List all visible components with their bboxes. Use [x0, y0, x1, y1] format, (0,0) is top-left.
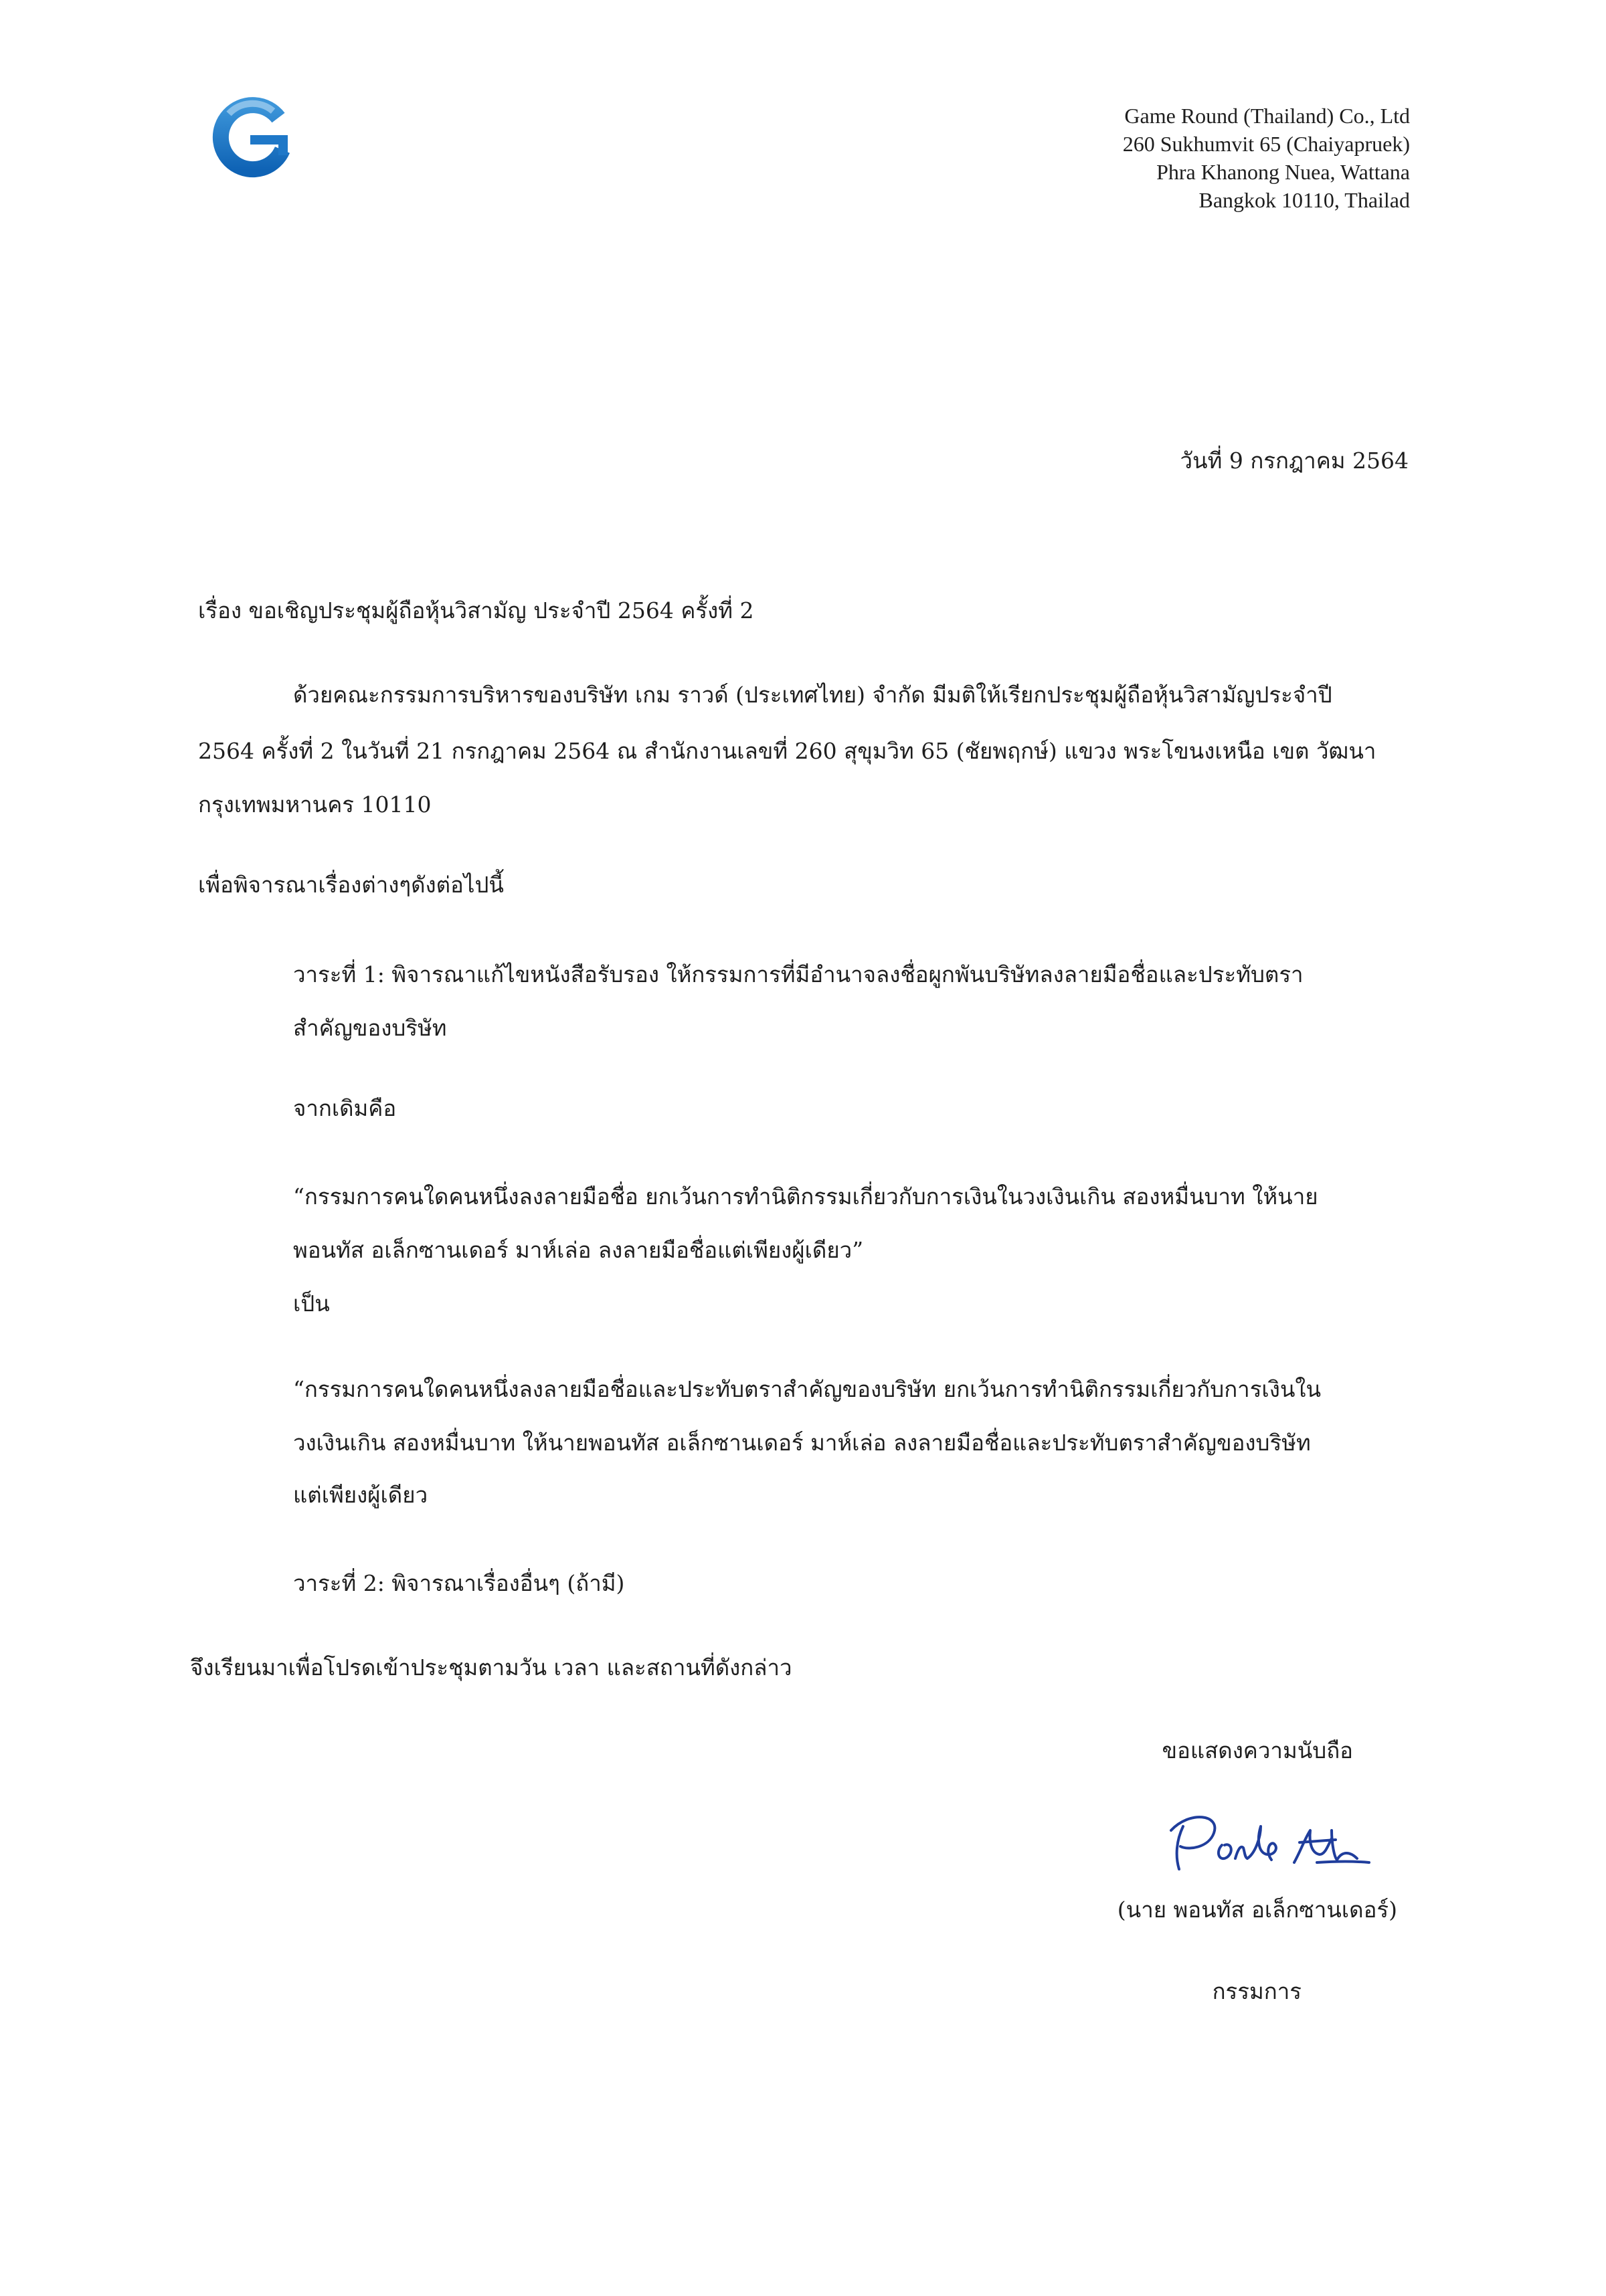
signature [1156, 1804, 1370, 1877]
letter-subject: เรื่อง ขอเชิญประชุมผู้ถือหุ้นวิสามัญ ประจำปี 2564 ครั้งที่ 2 [198, 597, 754, 624]
quote-2-line: วงเงินเกิน สองหมื่นบาท ให้นายพอนทัส อเล็กซานเดอร์ มาห์เล่อ ลงลายมือชื่อและประทับตราสำคัญของบริษัท [293, 1430, 1311, 1456]
agenda-1-line: วาระที่ 1: พิจารณาแก้ไขหนังสือรับรอง ให้กรรมการที่มีอำนาจลงชื่อผูกพันบริษัทลงลายมือชื่อและประทับตรา [293, 961, 1304, 987]
intro-line: กรุงเทพมหานคร 10110 [198, 791, 432, 818]
address-line: 260 Sukhumvit 65 (Chaiyapruek) [1122, 132, 1410, 156]
agenda-2: วาระที่ 2: พิจารณาเรื่องอื่นๆ (ถ้ามี) [293, 1570, 625, 1596]
quote-2-line: “กรรมการคนใดคนหนึ่งลงลายมือชื่อและประทับตราสำคัญของบริษัท ยกเว้นการทำนิติกรรมเกี่ยวกับการเงินใน [293, 1376, 1322, 1402]
signature-underline [1317, 1862, 1369, 1863]
intro-line: ด้วยคณะกรรมการบริหารของบริษัท เกม ราวด์ (ประเทศไทย) จำกัด มีมติให้เรียกประชุมผู้ถือหุ้นวิสามัญประจำปี [293, 682, 1332, 708]
intro-line: 2564 ครั้งที่ 2 ในวันที่ 21 กรกฎาคม 2564 ณ สำนักงานเลขที่ 260 สุขุมวิท 65 (ชัยพฤกษ์) แขวง พระโขนงเหนือ เขต วัฒนา [198, 738, 1376, 764]
logo-g-bar [250, 135, 288, 155]
quote-1-line: “กรรมการคนใดคนหนึ่งลงลายมือชื่อ ยกเว้นการทำนิติกรรมเกี่ยวกับการเงินในวงเงินเกิน สองหมื่นบาท ให้นาย [293, 1183, 1318, 1210]
regards: ขอแสดงความนับถือ [1162, 1737, 1353, 1763]
quote-2-line: แต่เพียงผู้เดียว [293, 1482, 428, 1508]
from-label: จากเดิมคือ [293, 1095, 397, 1121]
consider-heading: เพื่อพิจารณาเรื่องต่างๆดังต่อไปนี้ [198, 872, 504, 898]
address-line: Game Round (Thailand) Co., Ltd [1124, 104, 1410, 128]
letter-date: วันที่ 9 กรกฎาคม 2564 [1180, 448, 1409, 474]
signature-n [1235, 1847, 1247, 1858]
company-logo [209, 94, 293, 182]
address-line: Phra Khanong Nuea, Wattana [1156, 160, 1410, 184]
signatory-name: (นาย พอนทัส อเล็กซานเดอร์) [1117, 1897, 1397, 1923]
signature-m [1294, 1830, 1332, 1862]
signatory-position: กรรมการ [1212, 1978, 1302, 2004]
signature-o [1219, 1844, 1231, 1858]
quote-1-line: พอนทัส อเล็กซานเดอร์ มาห์เล่อ ลงลายมือชื่อแต่เพียงผู้เดียว” [293, 1237, 864, 1263]
company-address [1123, 102, 1410, 214]
address-line: Bangkok 10110, Thailad [1198, 188, 1410, 212]
to-label: เป็น [293, 1290, 330, 1317]
signature-tail [1247, 1826, 1276, 1860]
agenda-1-line: สำคัญของบริษัท [293, 1015, 447, 1041]
closing-line: จึงเรียนมาเพื่อโปรดเข้าประชุมตามวัน เวลา และสถานที่ดังกล่าว [190, 1654, 792, 1681]
signature-h [1332, 1830, 1357, 1860]
